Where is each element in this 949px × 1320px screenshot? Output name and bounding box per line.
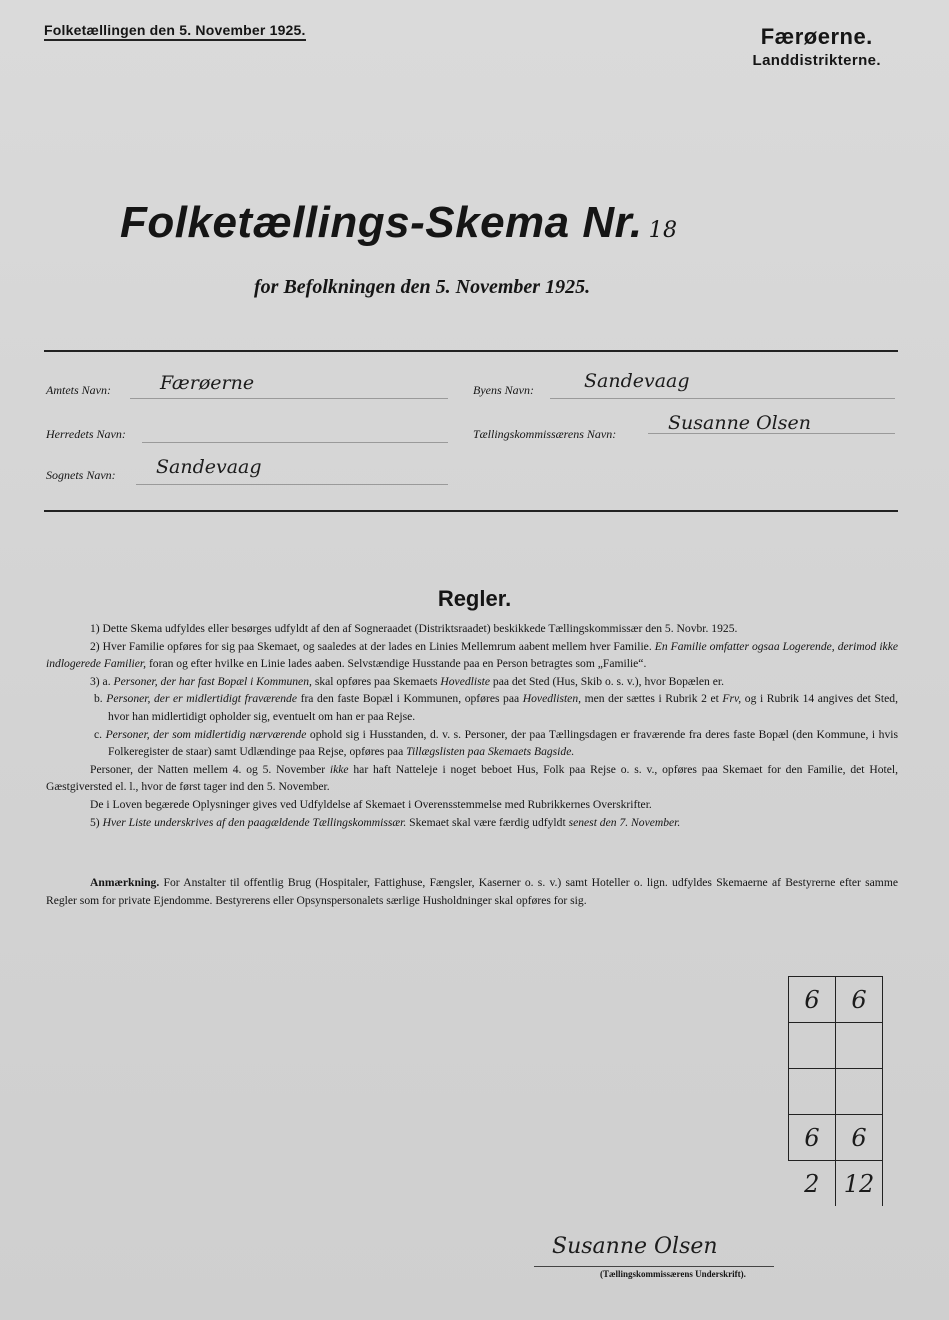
tally-grid bbox=[788, 976, 883, 1206]
amt-line bbox=[130, 398, 448, 399]
tally-cell: 6 bbox=[789, 977, 836, 1023]
bottom-divider bbox=[44, 510, 898, 512]
rule-3b: b. Personer, der er midlertidigt fraværende fra den faste Bopæl i Kommunen, opføres paa Hovedlisten, men der sættes i Rubrik 2 et Frv, og i Rubrik 14 angives det Sted, hvor han midlertidigt opholder sig, eventuelt om han er paa Rejse. bbox=[94, 692, 898, 723]
rule-5: De i Loven begærede Oplysninger gives ved Udfyldelse af Skemaet i Overensstemmelse med Rubrikkernes Overskrifter. bbox=[90, 797, 652, 811]
sogn-line bbox=[136, 484, 448, 485]
annotation-note bbox=[46, 874, 898, 909]
tally-row bbox=[789, 1115, 883, 1161]
rule-1: 1) Dette Skema udfyldes eller besørges udfyldt af den af Sogneraadet (Distriktsraadet) beskikkede Tællingskommissær den 5. Novbr. 1925. bbox=[90, 622, 738, 635]
form-title-text: Folketællings-Skema Nr. bbox=[120, 198, 643, 247]
annotation-text: For Anstalter til offentlig Brug (Hospitaler, Fattighuse, Fængsler, Kaserner o. s. v.) samt Hoteller o. lign. udfyldes Skemaerne af Bestyrerne efter samme Regler som for private Ejendomme. Bestyrerens eller Opsynspersonalets særlige Husholdninger skal opføres for sig. bbox=[46, 876, 898, 907]
rule-2: 2) Hver Familie opføres for sig paa Skemaet, og saaledes at der lades en Linies Mellemrum aabent mellem hver Familie. En Familie omfatter ogsaa Logerende, derimod ikke indlogerede Familier, foran og efter hvilke en Linie lades aaben. Selvstændige Husstande paa en Person betragtes som „Familie“. bbox=[46, 639, 898, 671]
by-label: Byens Navn: bbox=[473, 383, 534, 397]
signature-label: (Tællingskommissærens Underskrift). bbox=[600, 1269, 746, 1279]
tally-cell bbox=[836, 1069, 883, 1115]
rule-4: Personer, der Natten mellem 4. og 5. November ikke har haft Natteleje i noget beboet Hus, Folk paa Rejse o. s. v., opføres paa Skemaet for den Familie, det Hotel, Gæstgiversted el. l., hvor de først tager ind den 5. November. bbox=[46, 762, 898, 794]
rule-3a: 3) a. Personer, der har fast Bopæl i Kommunen, skal opføres paa Skemaets Hovedliste paa det Sted (Hus, Skib o. s. v.), hvor Bopælen er. bbox=[90, 674, 724, 688]
census-date-header: Folketællingen den 5. November 1925. bbox=[44, 22, 306, 41]
tally-cell: 6 bbox=[789, 1115, 836, 1161]
kommissaer-label: Tællingskommissærens Navn: bbox=[473, 427, 617, 441]
region-name: Færøerne. bbox=[760, 24, 873, 49]
tally-row bbox=[789, 1069, 883, 1115]
sogn-value: Sandevaag bbox=[156, 456, 262, 478]
top-divider bbox=[44, 350, 898, 352]
form-number-handwritten: 18 bbox=[648, 218, 678, 243]
signature: Susanne Olsen bbox=[552, 1234, 718, 1259]
tally-cell: 12 bbox=[836, 1161, 883, 1207]
by-line bbox=[550, 398, 895, 399]
amt-value: Færøerne bbox=[160, 372, 255, 394]
tally-row bbox=[789, 977, 883, 1023]
tally-cell bbox=[836, 1023, 883, 1069]
tally-row bbox=[789, 1023, 883, 1069]
tally-row-total bbox=[789, 1161, 883, 1207]
annotation-label: Anmærkning. bbox=[90, 876, 160, 889]
tally-cell: 6 bbox=[836, 1115, 883, 1161]
form-subtitle: for Befolkningen den 5. November 1925. bbox=[254, 276, 591, 298]
tally-cell bbox=[789, 1023, 836, 1069]
rule-6: 5) Hver Liste underskrives af den paagældende Tællingskommissær. Skemaet skal være færdig udfyldt senest den 7. November. bbox=[90, 815, 681, 829]
region-block bbox=[753, 24, 882, 69]
rules-heading: Regler. bbox=[437, 586, 512, 611]
rule-3c: c. Personer, der som midlertidig nærværende ophold sig i Husstanden, d. v. s. Personer, der paa Tællingsdagen er fraværende fra deres faste Bopæl (den Kommune, i hvis Folkeregister de staar) samt Udlændinge paa Rejse, opføres paa Tillægslisten paa Skemaets Bagside. bbox=[94, 727, 898, 759]
tally-cell: 6 bbox=[836, 977, 883, 1023]
herred-label: Herredets Navn: bbox=[46, 427, 126, 441]
rules-body bbox=[46, 620, 898, 831]
tally-cell: 2 bbox=[789, 1161, 836, 1207]
by-value: Sandevaag bbox=[584, 370, 690, 392]
amt-label: Amtets Navn: bbox=[46, 383, 111, 397]
form-title bbox=[120, 198, 678, 248]
herred-line bbox=[142, 442, 448, 443]
kommissaer-value: Susanne Olsen bbox=[668, 412, 811, 434]
subregion-name: Landdistrikterne. bbox=[752, 52, 881, 69]
tally-cell bbox=[789, 1069, 836, 1115]
signature-line bbox=[534, 1266, 774, 1267]
sogn-label: Sognets Navn: bbox=[46, 468, 116, 482]
